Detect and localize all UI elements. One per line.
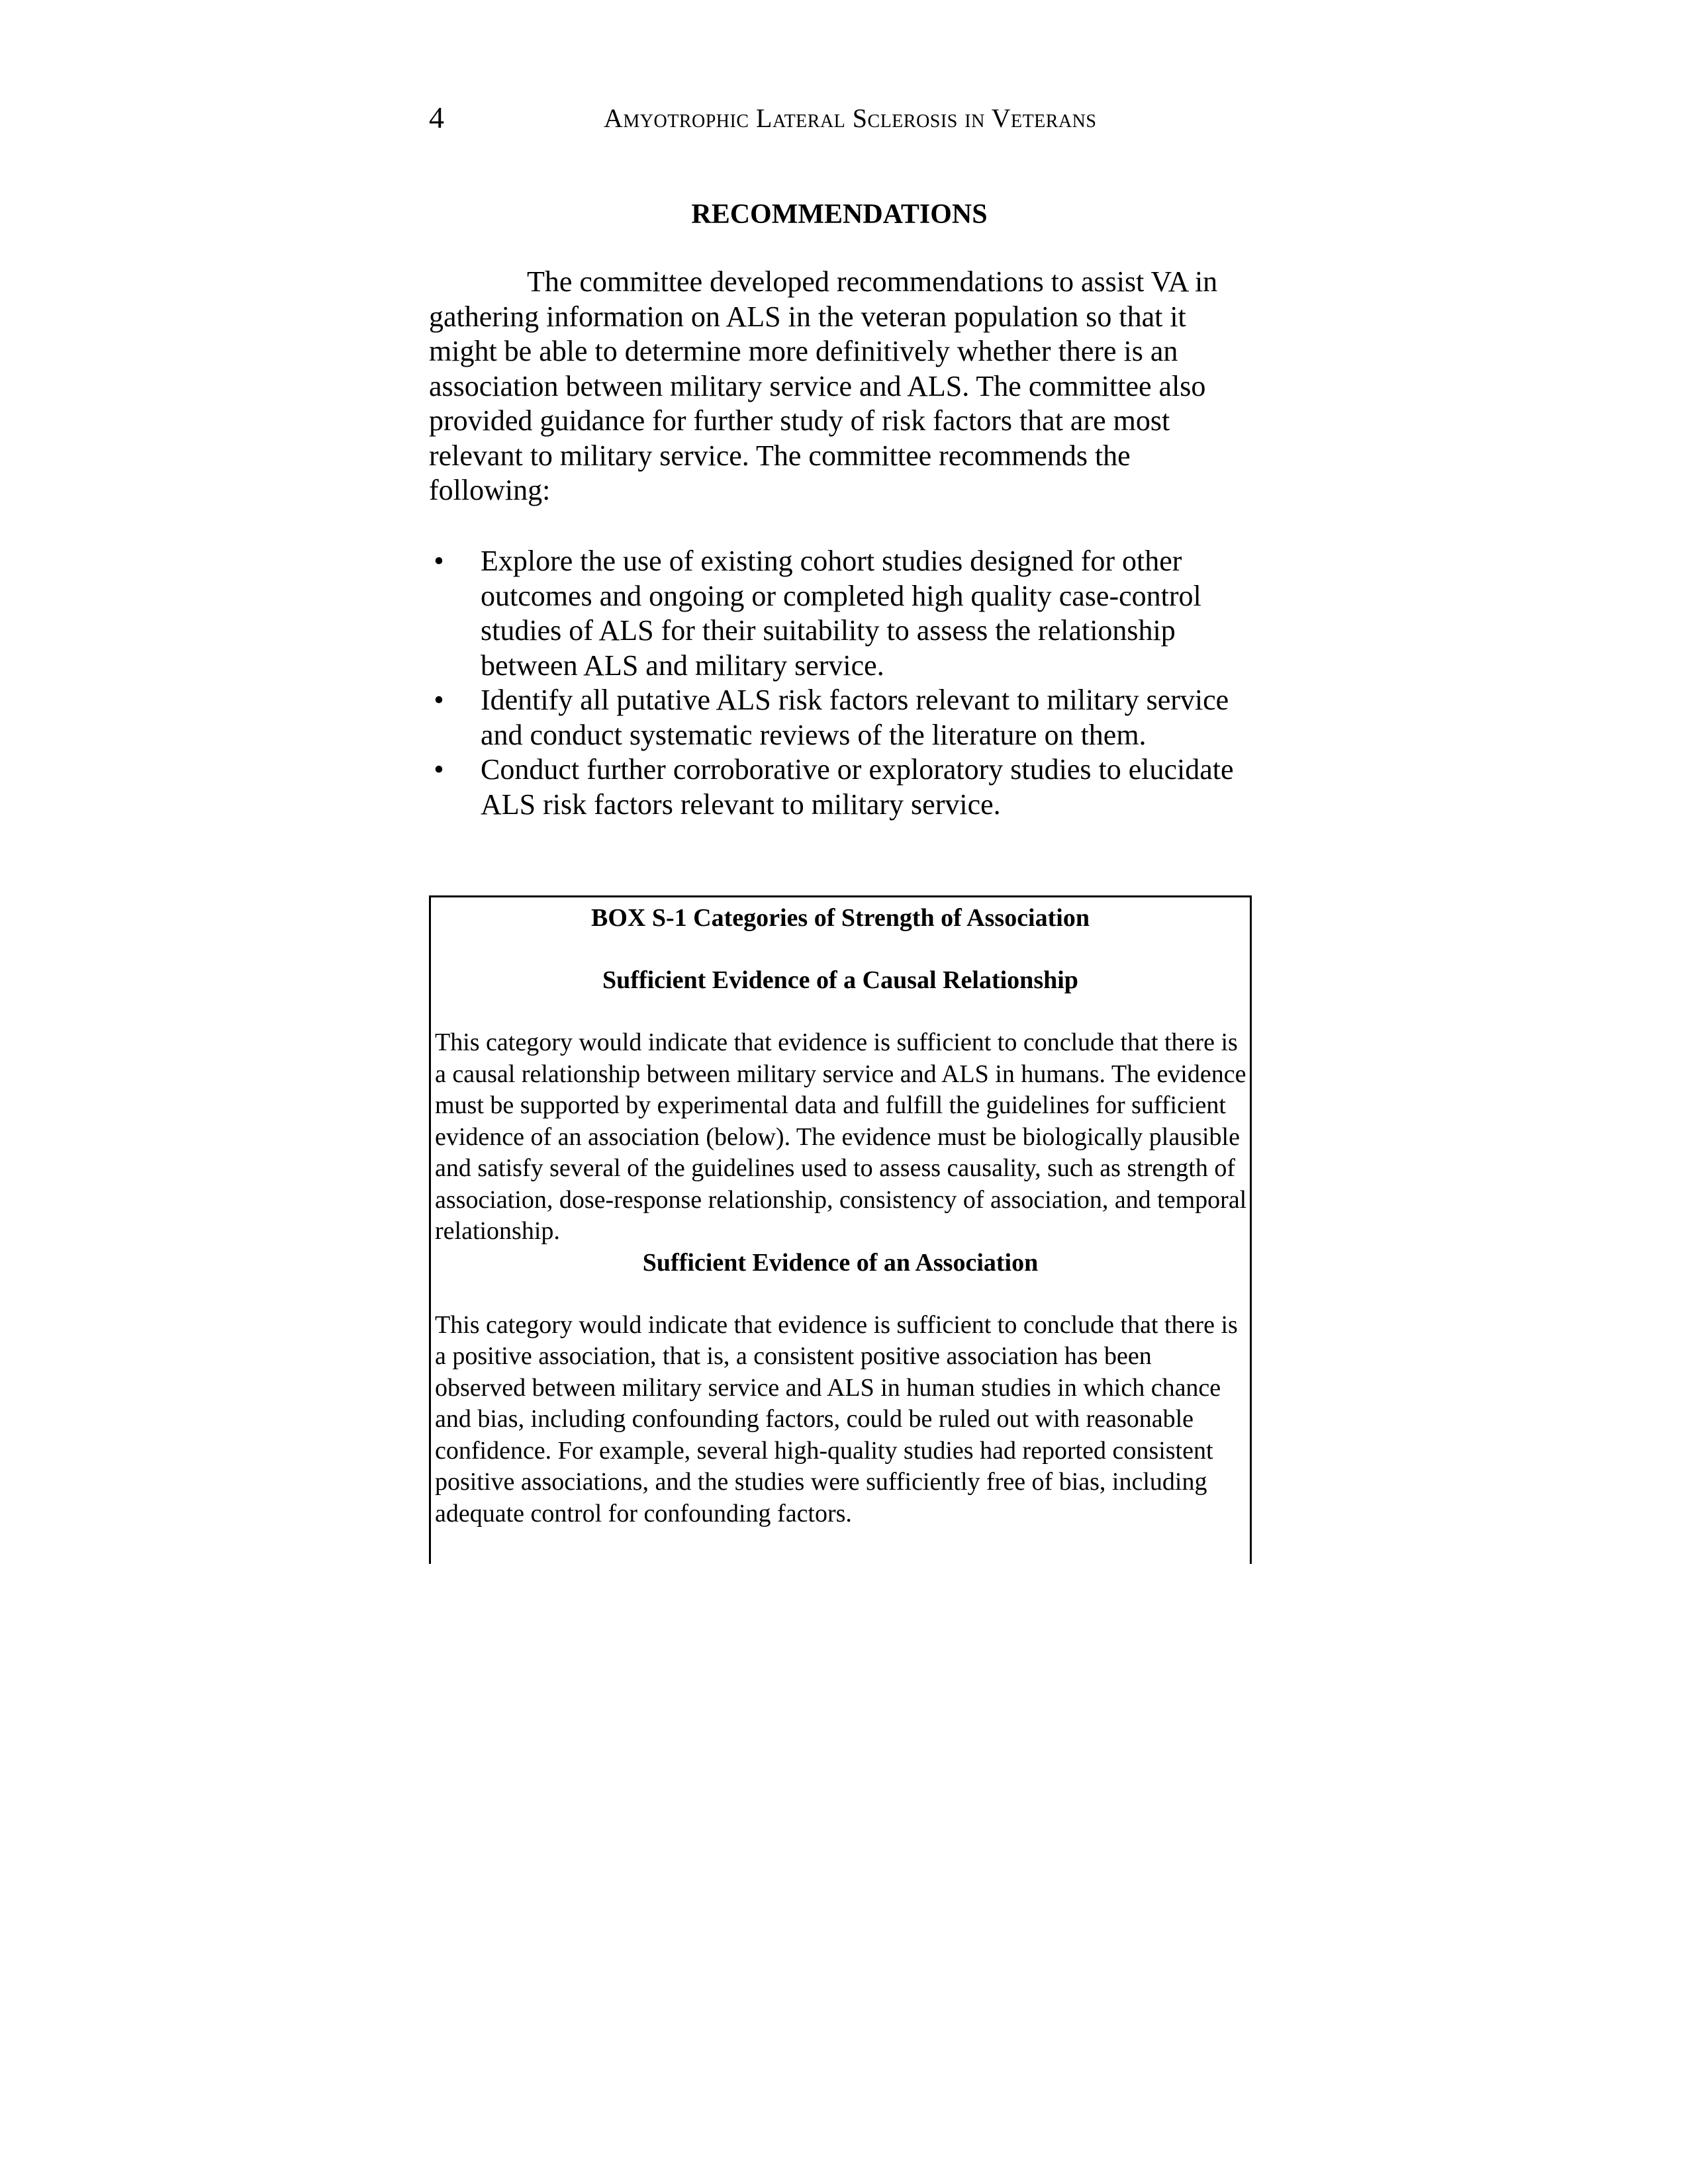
bullet-icon: •: [434, 684, 444, 716]
bullet-icon: •: [434, 753, 444, 786]
list-item-text: Identify all putative ALS risk factors relevant to military service and conduct systematic reviews of the literature on them.: [481, 684, 1229, 751]
list-item: [429, 683, 1250, 752]
section-heading: RECOMMENDATIONS: [691, 199, 988, 230]
page-number: 4: [429, 101, 444, 134]
list-item: [429, 752, 1250, 822]
box-s1: [429, 895, 1252, 1564]
list-item: [429, 544, 1250, 683]
list-item-text: Conduct further corroborative or exploratory studies to elucidate ALS risk factors relevant to military service.: [481, 753, 1234, 821]
box-section-text: This category would indicate that evidence is sufficient to conclude that there is a positive association, that is, a consistent positive association has been observed between military service and ALS in human studies in which chance and bias, including confounding factors, could be ruled out with reasonable confidence. For example, several high-quality studies had reported consistent positive associations, and the studies were sufficiently free of bias, including adequate control for confounding factors.: [435, 1310, 1238, 1527]
running-head: Amyotrophic Lateral Sclerosis in Veterans: [604, 103, 1097, 133]
box-section-heading: Sufficient Evidence of a Causal Relationship: [602, 966, 1078, 994]
list-item-text: Explore the use of existing cohort studies designed for other outcomes and ongoing or completed high quality case-control studies of ALS for their suitability to assess the relationship between ALS and military service.: [481, 545, 1201, 682]
intro-paragraph: The committee developed recommendations to assist VA in gathering information on ALS in the veteran population so that it might be able to determine more definitively whether there is an association between military service and ALS. The committee also provided guidance for further study of risk factors that are most relevant to military service. The committee recommends the following:: [429, 265, 1218, 506]
box-section-heading: Sufficient Evidence of an Association: [642, 1248, 1039, 1277]
recommendations-list: [429, 544, 1250, 822]
box-section-text: This category would indicate that evidence is sufficient to conclude that there is a causal relationship between military service and ALS in humans. The evidence must be supported by experimental data and fulfill the guidelines for sufficient evidence of an association (below). The evidence must be biologically plausible and satisfy several of the guidelines used to assess causality, such as strength of association, dose-response relationship, consistency of association, and temporal relationship.: [435, 1028, 1247, 1245]
box-title: BOX S-1 Categories of Strength of Association: [591, 904, 1090, 932]
bullet-icon: •: [434, 545, 444, 577]
